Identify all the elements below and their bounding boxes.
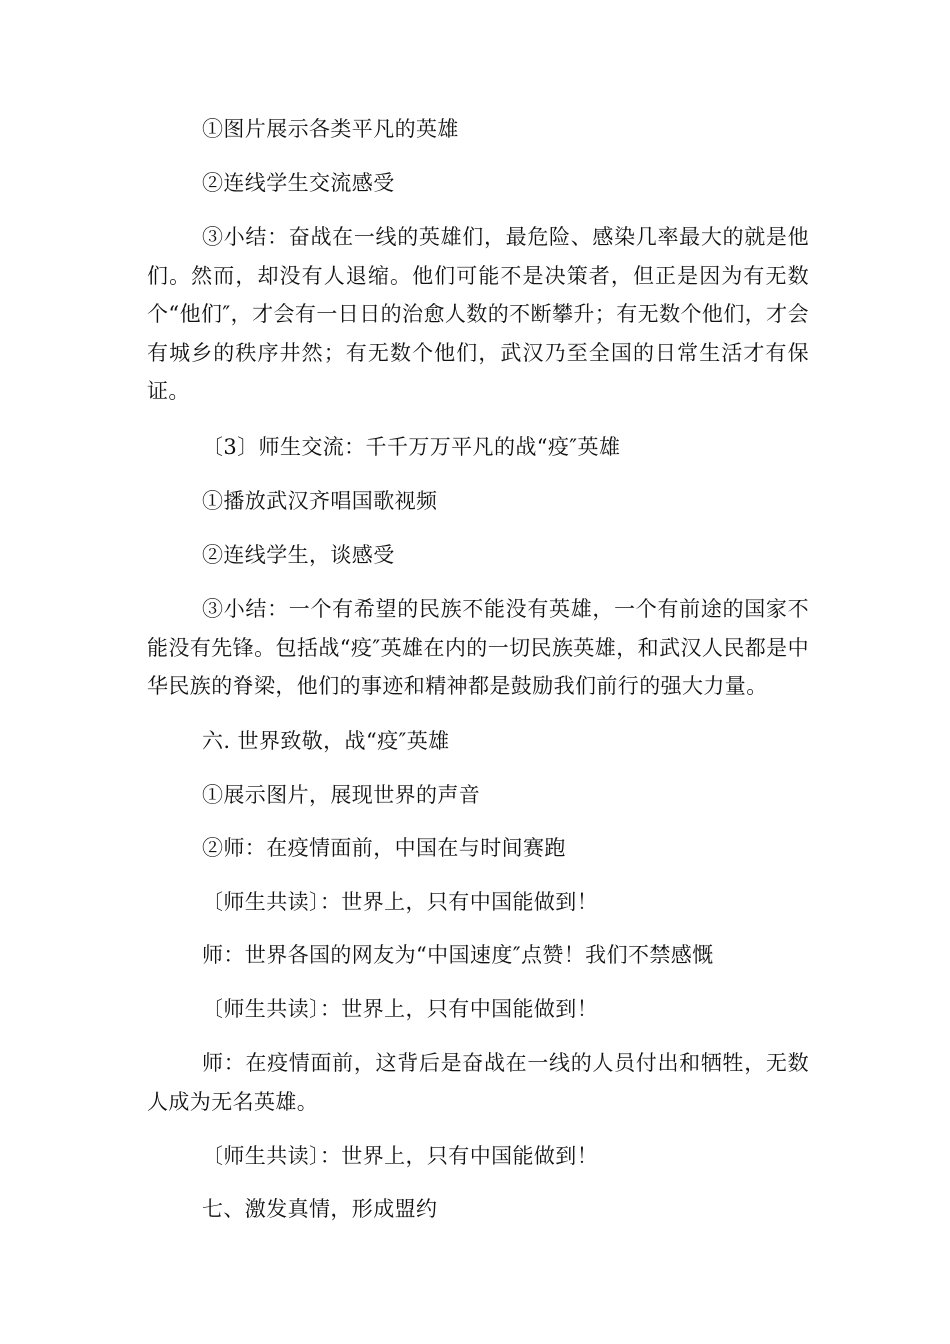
paragraph-3: ③小结：奋战在一线的英雄们，最危险、感染几率最大的就是他们。然而，却没有人退缩。他们可能不是决策者，但正是因为有无数个“他们″，才会有一日日的治愈人数的不断攀升；有无数个他们，才会有城乡的秩序井然；有无数个他们，武汉乃至全国的日常生活才有保证。 xyxy=(147,225,809,403)
section-heading-7: 七、激发真情，形成盟约 xyxy=(202,1197,438,1221)
paragraph-5: ①播放武汉齐唱国歌视频 xyxy=(202,489,438,513)
paragraph-14: 〔师生共读〕：世界上，只有中国能做到！ xyxy=(202,1144,599,1168)
paragraph-2: ②连线学生交流感受 xyxy=(202,171,395,195)
paragraph-4: 〔3〕师生交流：千千万万平凡的战“疫″英雄 xyxy=(202,435,621,459)
section-heading-6: 六. 世界致敬，战“疫″英雄 xyxy=(202,729,450,753)
paragraph-1: ①图片展示各类平凡的英雄 xyxy=(202,117,459,141)
paragraph-7: ③小结：一个有希望的民族不能没有英雄，一个有前途的国家不能没有先锋。包括战“疫″英雄在内的一切民族英雄，和武汉人民都是中华民族的脊梁，他们的事迹和精神都是鼓励我们前行的强大力量。 xyxy=(147,597,809,698)
paragraph-9: ②师：在疫情面前，中国在与时间赛跑 xyxy=(202,836,566,860)
paragraph-11: 师：世界各国的网友为“中国速度″点赞！我们不禁感慨 xyxy=(202,943,714,967)
paragraph-6: ②连线学生，谈感受 xyxy=(202,543,395,567)
paragraph-12: 〔师生共读〕：世界上，只有中国能做到！ xyxy=(202,997,599,1021)
paragraph-8: ①展示图片，展现世界的声音 xyxy=(202,783,481,807)
paragraph-10: 〔师生共读〕：世界上，只有中国能做到！ xyxy=(202,890,599,914)
paragraph-13: 师：在疫情面前，这背后是奋战在一线的人员付出和牺牲，无数人成为无名英雄。 xyxy=(147,1051,809,1114)
